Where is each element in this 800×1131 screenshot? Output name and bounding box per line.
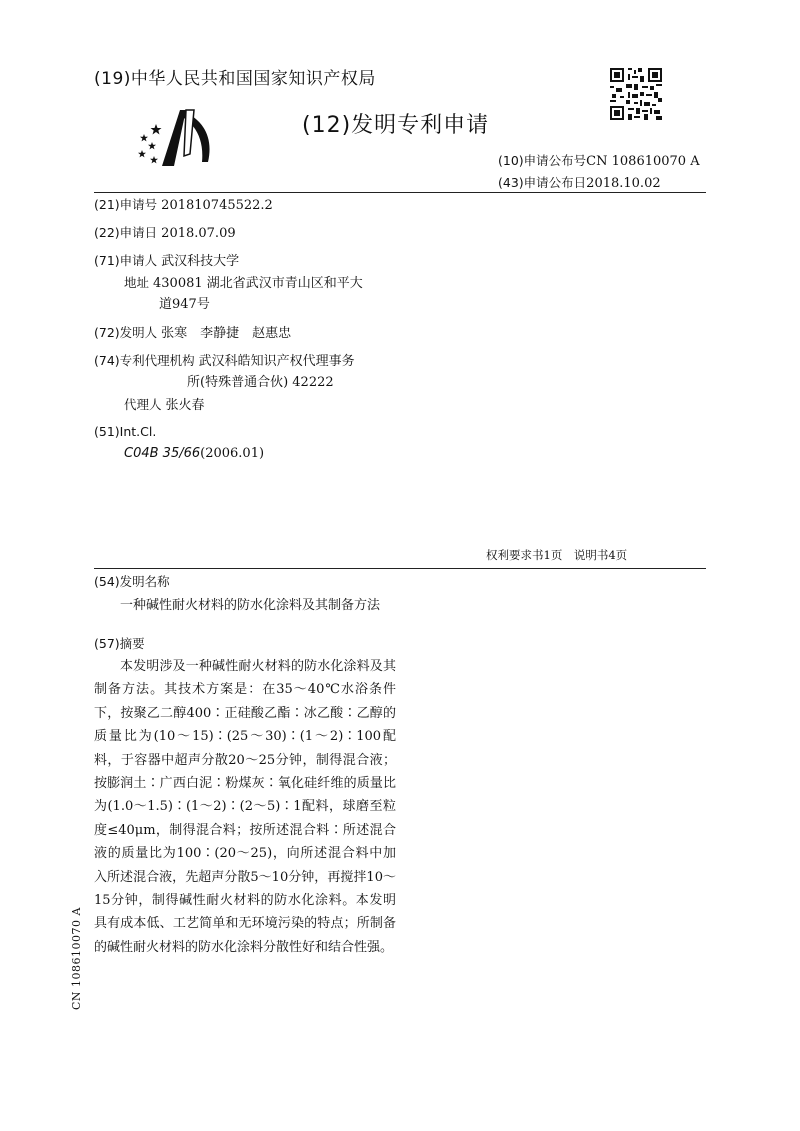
- publication-date-label: (43)申请公布日: [498, 175, 587, 190]
- document-type: (12)发明专利申请: [302, 113, 490, 138]
- address-line-2: 道947号: [159, 297, 210, 312]
- publication-date-row: [498, 173, 661, 191]
- applicant-label: (71)申请人: [94, 253, 158, 268]
- address-row: [124, 272, 363, 295]
- address-line-1: 430081 湖北省武汉市青山区和平大: [153, 276, 363, 291]
- inventors: 张寒 李静捷 赵惠忠: [161, 326, 292, 341]
- ipc-version: (2006.01): [200, 446, 265, 461]
- application-number: 201810745522.2: [161, 198, 273, 213]
- side-publication-number: CN 108610070 A: [70, 907, 83, 1010]
- agency-line-1: 武汉科皓知识产权代理事务: [198, 354, 355, 369]
- qr-code-icon: [610, 68, 662, 120]
- agent-row: [124, 394, 205, 417]
- pages-info: 权利要求书1页 说明书4页: [486, 548, 628, 562]
- invention-title: 一种碱性耐火材料的防水化涂料及其制备方法: [120, 598, 381, 613]
- publication-number-label: (10)申请公布号: [498, 153, 587, 168]
- applicant: 武汉科技大学: [161, 254, 240, 269]
- agent: 张火春: [165, 398, 205, 413]
- agent-label: 代理人: [124, 397, 162, 412]
- abstract-label-row: [94, 633, 145, 656]
- agency-line-2: 所(特殊普通合伙) 42222: [187, 375, 334, 390]
- publication-number: CN 108610070 A: [586, 154, 700, 169]
- agency-row: [94, 350, 355, 373]
- title-label: (54)发明名称: [94, 574, 170, 589]
- address-label: 地址: [124, 275, 150, 290]
- ipc-code: C04B 35/66: [124, 446, 201, 461]
- application-number-row: [94, 194, 273, 217]
- cnipa-logo-icon: [130, 104, 220, 174]
- application-number-label: (21)申请号: [94, 197, 158, 212]
- applicant-row: [94, 250, 239, 273]
- title-label-row: [94, 571, 170, 594]
- publication-number-row: [498, 151, 700, 169]
- agency-label: (74)专利代理机构: [94, 353, 195, 368]
- abstract-divider: [94, 568, 706, 569]
- application-date: 2018.07.09: [161, 226, 236, 241]
- ipc-row: [124, 443, 264, 465]
- application-date-label: (22)申请日: [94, 225, 158, 240]
- inventor-label: (72)发明人: [94, 325, 158, 340]
- ipc-label: [94, 421, 156, 444]
- application-date-row: [94, 222, 236, 245]
- inventor-row: [94, 322, 291, 345]
- abstract-text: 本发明涉及一种碱性耐火材料的防水化涂料及其制备方法。其技术方案是：在35～40℃水浴条件下，按聚乙二醇400∶正硅酸乙酯∶冰乙酸∶乙醇的质量比为(10～15)∶(25～30)∶(1～2)∶100配料，于容器中超声分散20～25分钟，制得混合液；按膨润土∶广西白泥∶粉煤灰∶氧化硅纤维的质量比为(1.0～1.5)∶(1～2)∶(2～5)∶1配料，球磨至粒度≤40μm，制得混合料；按所述混合料∶所述混合液的质量比为100∶(20～25)，向所述混合料中加入所述混合液，先超声分散5～10分钟，再搅拌10～15分钟，制得碱性耐火材料的防水化涂料。本发明具有成本低、工艺简单和无环境污染的特点；所制备的碱性耐火材料的防水化涂料分散性好和结合性强。: [94, 659, 396, 955]
- office-name: (19)中华人民共和国国家知识产权局: [94, 69, 376, 89]
- publication-date: 2018.10.02: [586, 176, 661, 191]
- ipc-label-text: (51)Int.Cl.: [94, 424, 157, 439]
- abstract-label: (57)摘要: [94, 636, 145, 651]
- header-divider: [94, 192, 706, 193]
